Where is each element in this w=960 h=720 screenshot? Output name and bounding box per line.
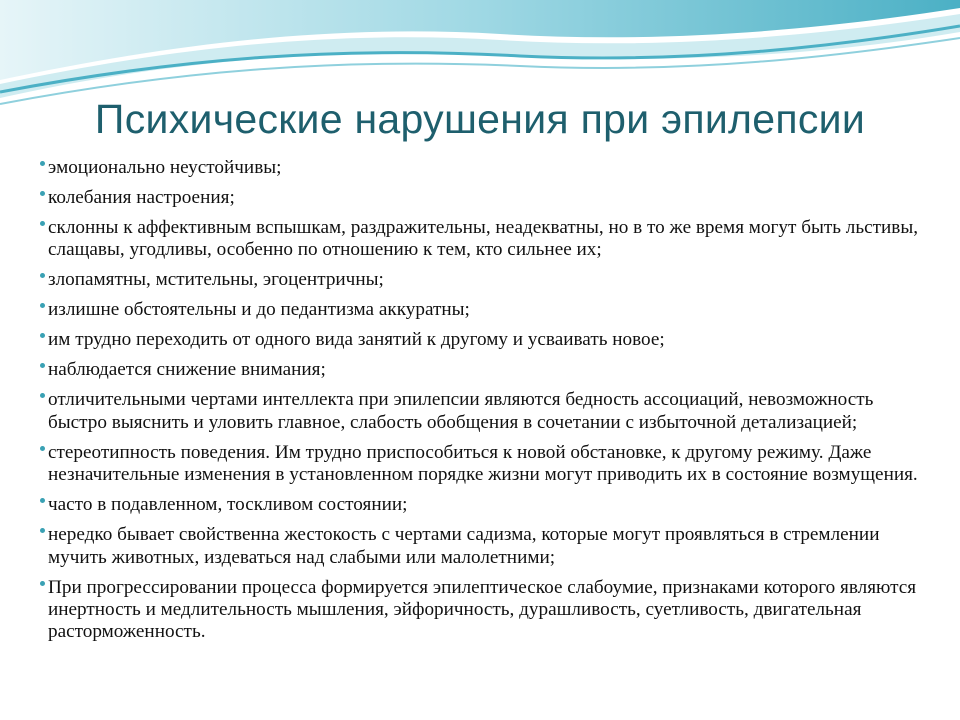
list-item: отличительными чертами интеллекта при эпилепсии являются бедность ассоциаций, невозможность быстро выяснить и уловить главное, слабость обобщения в сочетании с избыточной детализацией; [40, 389, 925, 434]
list-item: стереотипность поведения. Им трудно приспособиться к новой обстановке, к другому режиму. Даже незначительные изменения в установленном порядке жизни могут приводить их в состояние возмущения. [40, 442, 925, 487]
list-item: наблюдается снижение внимания; [40, 359, 925, 381]
list-item: излишне обстоятельны и до педантизма аккуратны; [40, 299, 925, 321]
list-item: злопамятны, мстительны, эгоцентричны; [40, 269, 925, 291]
list-item: эмоционально неустойчивы; [40, 157, 925, 179]
list-item: нередко бывает свойственна жестокость с чертами садизма, которые могут проявляться в стремлении мучить животных, издеваться над слабыми или малолетними; [40, 524, 925, 569]
slide-title: Психические нарушения при эпилепсии [94, 96, 866, 142]
list-item: склонны к аффективным вспышкам, раздражительны, неадекватны, но в то же время могут быть льстивы, слащавы, угодливы, особенно по отношению к тем, кто сильнее их; [40, 217, 925, 262]
list-item: колебания настроения; [40, 187, 925, 209]
list-item: часто в подавленном, тоскливом состоянии; [40, 494, 925, 516]
list-item: При прогрессировании процесса формируется эпилептическое слабоумие, признаками которого являются инертность и медлительность мышления, эйфоричность, дурашливость, суетливость, двигательная расторможенность. [40, 577, 925, 644]
list-item: им трудно переходить от одного вида занятий к другому и усваивать новое; [40, 329, 925, 351]
bullet-list [40, 157, 925, 651]
